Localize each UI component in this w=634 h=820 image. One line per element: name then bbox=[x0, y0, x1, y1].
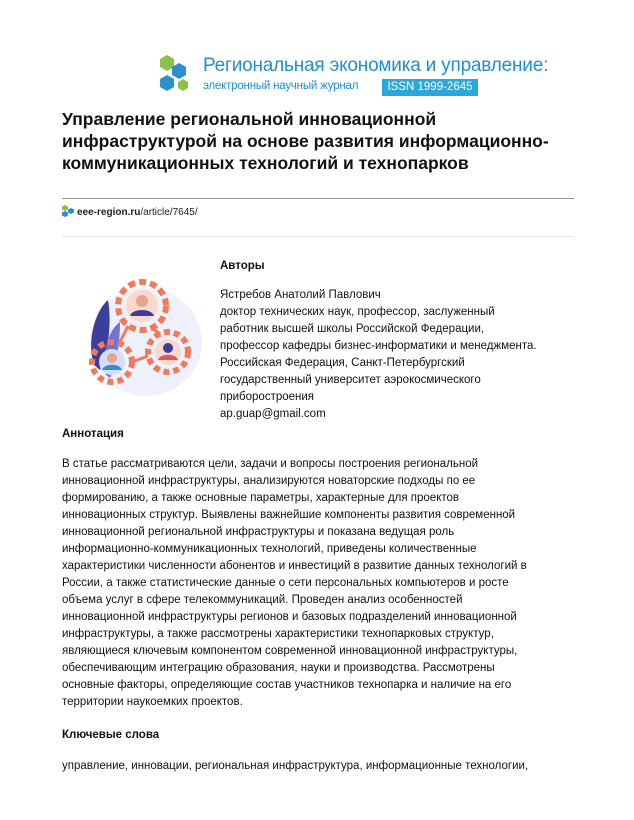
annotation-line: инновационных структур. Выявлены важнейшие компоненты развития современной bbox=[62, 509, 516, 521]
annotation-line: инфраструктуры, а также рассмотрены характеристики технопарковых структур, bbox=[62, 628, 494, 640]
author-info bbox=[220, 287, 580, 423]
url-domain: eee-region.ru bbox=[77, 207, 141, 218]
author-name: Ястребов Анатолий Павлович bbox=[220, 289, 381, 301]
annotation-heading: Аннотация bbox=[62, 428, 124, 440]
author-detail-line: Российская Федерация, Санкт-Петербургский bbox=[220, 357, 465, 369]
article-title: Управление региональной инновационной инфраструктурой на основе развития информационно-коммуникационных технологий и технопарков bbox=[62, 109, 549, 173]
annotation-line: России, а также статистические данные о сети персональных компьютеров и росте bbox=[62, 577, 509, 589]
keywords-text: управление, инновации, региональная инфраструктура, информационные технологии, bbox=[62, 760, 529, 772]
annotation-line: В статье рассматриваются цели, задачи и вопросы построения региональной bbox=[62, 458, 479, 470]
annotation-line: информационно-коммуникационных технологий, приведены количественные bbox=[62, 543, 477, 555]
journal-logo-icon bbox=[155, 53, 195, 93]
issn-badge: ISSN 1999-2645 bbox=[382, 79, 478, 96]
annotation-line: территории наукоемких проектов. bbox=[62, 696, 243, 708]
annotation-line: объема услуг в сфере телекоммуникаций. Проведен анализ особенностей bbox=[62, 594, 463, 606]
journal-header bbox=[155, 53, 549, 99]
authors-heading: Авторы bbox=[220, 260, 265, 272]
author-email: ap.guap@gmail.com bbox=[220, 408, 326, 420]
author-detail-line: работник высшей школы Российской Федерации, bbox=[220, 323, 485, 335]
keywords-heading: Ключевые слова bbox=[62, 729, 160, 741]
annotation-line: характеристики численности абонентов и инвестиций в развитие данных технологий в bbox=[62, 560, 527, 572]
annotation-line: инновационной инфраструктуры, анализируются новаторские подходы по ее bbox=[62, 475, 476, 487]
article-url-link[interactable] bbox=[62, 205, 198, 218]
annotation-line: инновационной инфраструктуры регионов и базовых подразделений инновационной bbox=[62, 611, 517, 623]
author-detail-line: доктор технических наук, профессор, заслуженный bbox=[220, 306, 495, 318]
author-detail-line: государственный университет аэрокосмического bbox=[220, 374, 481, 386]
annotation-text bbox=[62, 456, 582, 711]
annotation-line: инновационной региональной инфраструктуры и показана ведущая роль bbox=[62, 526, 455, 538]
site-favicon-icon bbox=[62, 205, 74, 217]
journal-subtitle: электронный научный журнал bbox=[203, 80, 359, 92]
author-detail-line: приборостроения bbox=[220, 391, 315, 403]
url-path: /article/7645/ bbox=[140, 207, 198, 218]
section-divider bbox=[62, 236, 574, 237]
journal-title: Региональная экономика и управление: bbox=[203, 55, 549, 76]
annotation-line: являющиеся ключевым компонентом современной инновационной инфраструктуры, bbox=[62, 645, 518, 657]
author-detail-line: профессор кафедры бизнес-информатики и менеджмента. bbox=[220, 340, 537, 352]
annotation-line: основные факторы, определяющие состав участников технопарка и наличие на его bbox=[62, 679, 512, 691]
title-divider bbox=[62, 198, 574, 199]
annotation-line: формированию, а также основные параметры, характерные для проектов bbox=[62, 492, 460, 504]
annotation-line: обеспечивающим интеграцию образования, науки и производства. Рассмотрены bbox=[62, 662, 495, 674]
team-collaboration-illustration bbox=[86, 270, 214, 400]
